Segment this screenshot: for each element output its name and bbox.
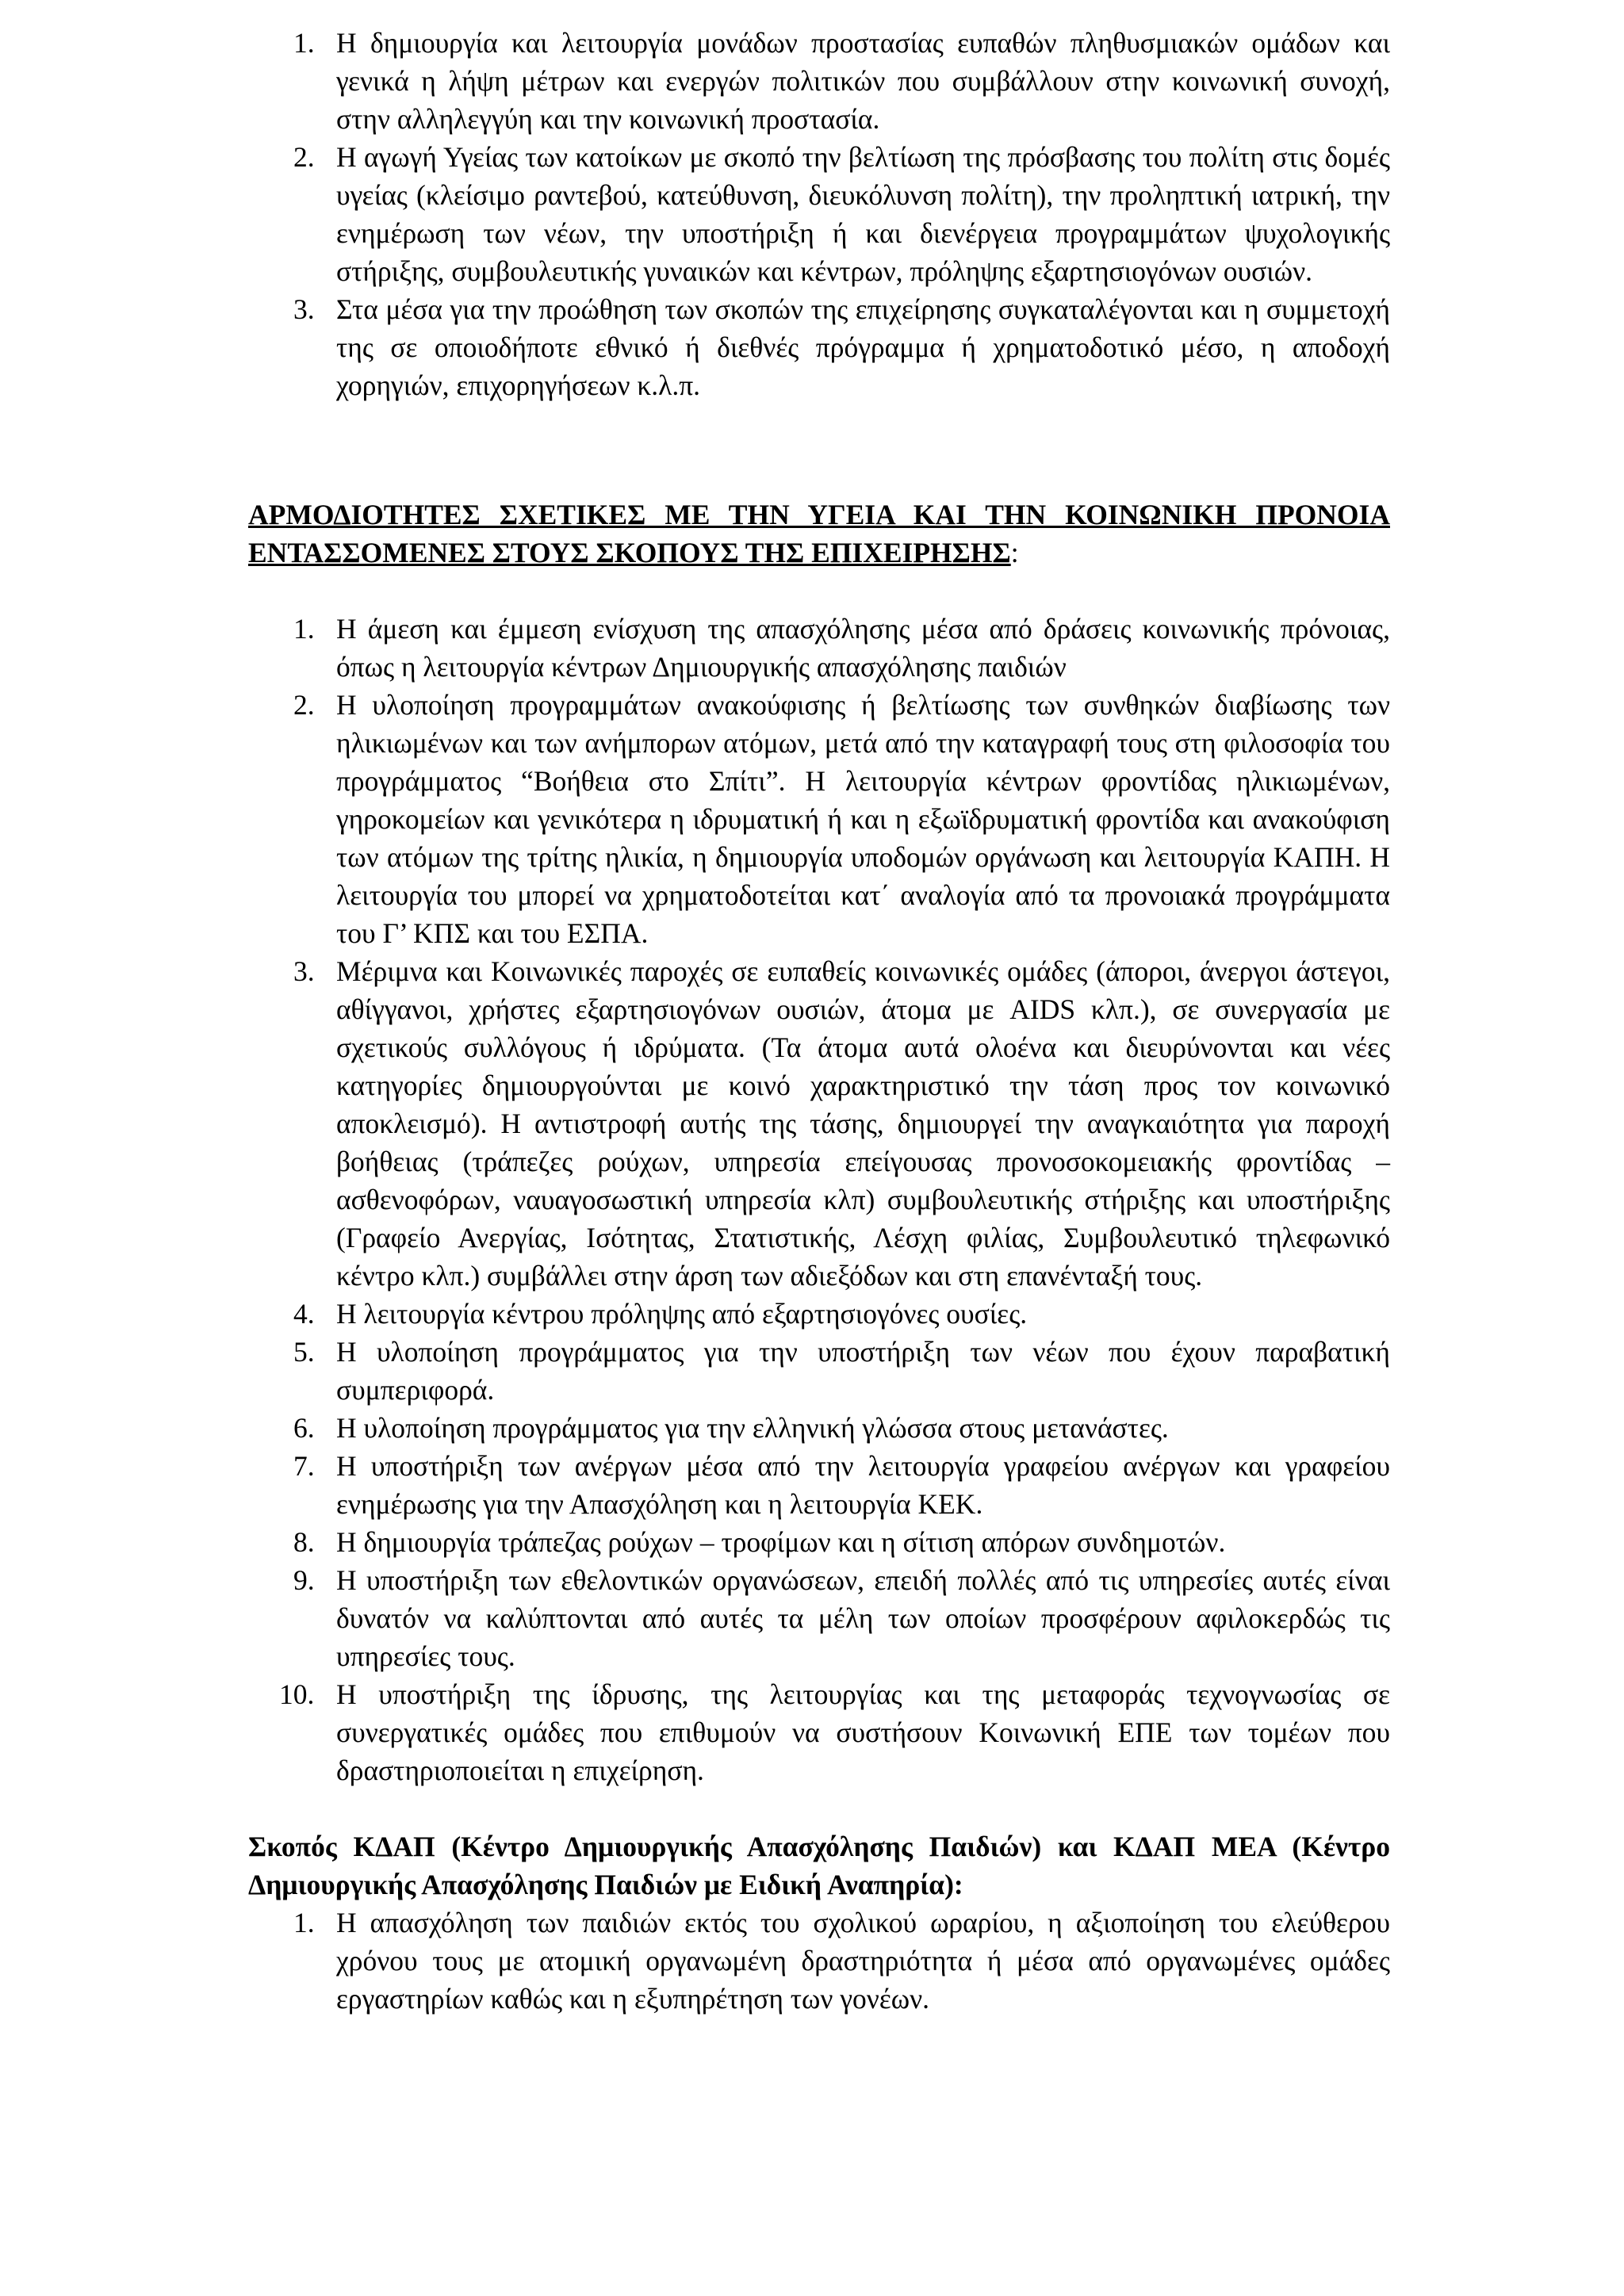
- list-section-1: [248, 24, 1390, 404]
- list-number: 5.: [293, 1336, 315, 1368]
- list-number: 1.: [293, 613, 315, 645]
- list-item-text: Η δημιουργία τράπεζας ρούχων – τροφίμων και η σίτιση απόρων συνδημοτών.: [336, 1526, 1226, 1558]
- spacer: [248, 1789, 1390, 1827]
- spacer: [248, 404, 1390, 496]
- list-number: 8.: [293, 1526, 315, 1558]
- list-item: [248, 1904, 1390, 2018]
- list-item: [248, 1409, 1390, 1447]
- list-item-text: Μέριμνα και Κοινωνικές παροχές σε ευπαθείς κοινωνικές ομάδες (άποροι, άνεργοι άστεγοι, αθίγγανοι, χρήστες εξαρτησιογόνων ουσιών, άτομα με AIDS κλπ.), σε συνεργασία με σχετικούς συλλόγους ή ιδρύματα. (Τα άτομα αυτά ολοένα και διευρύνονται και νέες κατηγορίες δημιουργούνται με κοινό χαρακτηριστικό την τάση προς τον κοινωνικό αποκλεισμό). Η αντιστροφή αυτής της τάσης, δημιουργεί την αναγκαιότητα για παροχή βοήθειας (τράπεζες ρούχων, υπηρεσία επείγουσας προνοσοκομειακής φροντίδας – ασθενοφόρων, ναυαγοσωστική υπηρεσία κλπ) συμβουλευτικής στήριξης και υποστήριξης (Γραφείο Ανεργίας, Ισότητας, Στατιστικής, Λέσχη φιλίας, Συμβουλευτικό τηλεφωνικό κέντρο κλπ.) συμβάλλει στην άρση των αδιεξόδων και στη επανένταξή τους.: [336, 955, 1390, 1292]
- list-number: 1.: [293, 27, 315, 59]
- list-item: [248, 1447, 1390, 1523]
- list-item: [248, 1561, 1390, 1675]
- list-item-text: Η απασχόληση των παιδιών εκτός του σχολικού ωραρίου, η αξιοποίηση του ελεύθερου χρόνου τους με ατομική οργανωμένη δραστηριότητα ή μέσα από οργανωμένες ομάδες εργαστηρίων καθώς και η εξυπηρέτηση των γονέων.: [336, 1907, 1390, 2015]
- list-item-text: Η λειτουργία κέντρου πρόληψης από εξαρτησιογόνες ουσίες.: [336, 1298, 1028, 1330]
- list-number: 7.: [293, 1450, 315, 1482]
- list-item-text: Η υλοποίηση προγραμμάτων ανακούφισης ή βελτίωσης των συνθηκών διαβίωσης των ηλικιωμένων και των ανήμπορων ατόμων, μετά από την καταγραφή τους στη φιλοσοφία του προγράμματος “Βοήθεια στο Σπίτι”. Η λειτουργία κέντρων φροντίδας ηλικιωμένων, γηροκομείων και γενικότερα η ιδρυματική ή και η εξωϊδρυματική φροντίδα και ανακούφιση των ατόμων της τρίτης ηλικία, η δημιουργία υποδομών οργάνωση και λειτουργία ΚΑΠΗ. Η λειτουργία του μπορεί να χρηματοδοτείται κατ΄ αναλογία από τα προνοιακά προγράμματα του Γ’ ΚΠΣ και του ΕΣΠΑ.: [336, 689, 1390, 949]
- list-item: [248, 1333, 1390, 1409]
- list-item-text: Η άμεση και έμμεση ενίσχυση της απασχόλησης μέσα από δράσεις κοινωνικής πρόνοιας, όπως η λειτουργία κέντρων Δημιουργικής απασχόλησης παιδιών: [336, 613, 1390, 683]
- list-number: 6.: [293, 1412, 315, 1444]
- section-heading-text: ΑΡΜΟΔΙΟΤΗΤΕΣ ΣΧΕΤΙΚΕΣ ΜΕ ΤΗΝ ΥΓΕΙΑ ΚΑΙ ΤΗΝ ΚΟΙΝΩΝΙΚΗ ΠΡΟΝΟΙΑ ΕΝΤΑΣΣΟΜΕΝΕΣ ΣΤΟΥΣ ΣΚΟΠΟΥΣ ΤΗΣ ΕΠΙΧΕΙΡΗΣΗΣ: [248, 499, 1390, 568]
- spacer: [248, 572, 1390, 610]
- list-item-text: Στα μέσα για την προώθηση των σκοπών της επιχείρησης συγκαταλέγονται και η συμμετοχή της σε οποιοδήποτε εθνικό ή διεθνές πρόγραμμα ή χρηματοδοτικό μέσο, η αποδοχή χορηγιών, επιχορηγήσεων κ.λ.π.: [336, 293, 1390, 401]
- list-section-2: [248, 610, 1390, 1789]
- list-item: [248, 952, 1390, 1295]
- list-item: [248, 1523, 1390, 1561]
- list-number: 9.: [293, 1564, 315, 1596]
- list-item: [248, 1675, 1390, 1789]
- list-item-text: Η δημιουργία και λειτουργία μονάδων προστασίας ευπαθών πληθυσμιακών ομάδων και γενικά η λήψη μέτρων και ενεργών πολιτικών που συμβάλλουν στην κοινωνική συνοχή, στην αλληλεγγύη και την κοινωνική προστασία.: [336, 27, 1390, 135]
- list-item-text: Η υλοποίηση προγράμματος για την υποστήριξη των νέων που έχουν παραβατική συμπεριφορά.: [336, 1336, 1390, 1406]
- list-item-text: Η αγωγή Υγείας των κατοίκων με σκοπό την βελτίωση της πρόσβασης του πολίτη στις δομές υγείας (κλείσιμο ραντεβού, κατεύθυνση, διευκόλυνση πολίτη), την προληπτική ιατρική, την ενημέρωση των νέων, την υποστήριξη ή και διενέργεια προγραμμάτων ψυχολογικής στήριξης, συμβουλευτικής γυναικών και κέντρων, πρόληψης εξαρτησιογόνων ουσιών.: [336, 141, 1390, 287]
- section-heading-kdap: Σκοπός ΚΔΑΠ (Κέντρο Δημιουργικής Απασχόλησης Παιδιών) και ΚΔΑΠ ΜΕΑ (Κέντρο Δημιουργικής Απασχόλησης Παιδιών με Ειδική Αναπηρία):: [248, 1831, 1390, 1900]
- list-number: 4.: [293, 1298, 315, 1330]
- document-page: [248, 24, 1390, 2018]
- list-section-3: [248, 1904, 1390, 2018]
- section-heading-colon: :: [1010, 537, 1019, 568]
- list-item: [248, 686, 1390, 952]
- list-item: [248, 138, 1390, 290]
- list-item: [248, 290, 1390, 404]
- list-item: [248, 1295, 1390, 1333]
- list-item: [248, 610, 1390, 686]
- list-number: 3.: [293, 293, 315, 325]
- list-item-text: Η υποστήριξη της ίδρυσης, της λειτουργίας και της μεταφοράς τεχνογνωσίας σε συνεργατικές ομάδες που επιθυμούν να συστήσουν Κοινωνική ΕΠΕ των τομέων που δραστηριοποιείται η επιχείρηση.: [336, 1678, 1390, 1786]
- section-heading-responsibilities: [248, 496, 1390, 572]
- list-number: 10.: [279, 1678, 315, 1710]
- list-number: 2.: [293, 141, 315, 173]
- list-item-text: Η υποστήριξη των ανέργων μέσα από την λειτουργία γραφείου ανέργων και γραφείου ενημέρωσης για την Απασχόληση και η λειτουργία ΚΕΚ.: [336, 1450, 1390, 1520]
- list-item: [248, 24, 1390, 138]
- list-number: 3.: [293, 955, 315, 987]
- list-number: 1.: [293, 1907, 315, 1938]
- list-item-text: Η υλοποίηση προγράμματος για την ελληνική γλώσσα στους μετανάστες.: [336, 1412, 1169, 1444]
- list-number: 2.: [293, 689, 315, 721]
- list-item-text: Η υποστήριξη των εθελοντικών οργανώσεων, επειδή πολλές από τις υπηρεσίες αυτές είναι δυνατόν να καλύπτονται από αυτές τα μέλη των οποίων προσφέρουν αφιλοκερδώς τις υπηρεσίες τους.: [336, 1564, 1390, 1672]
